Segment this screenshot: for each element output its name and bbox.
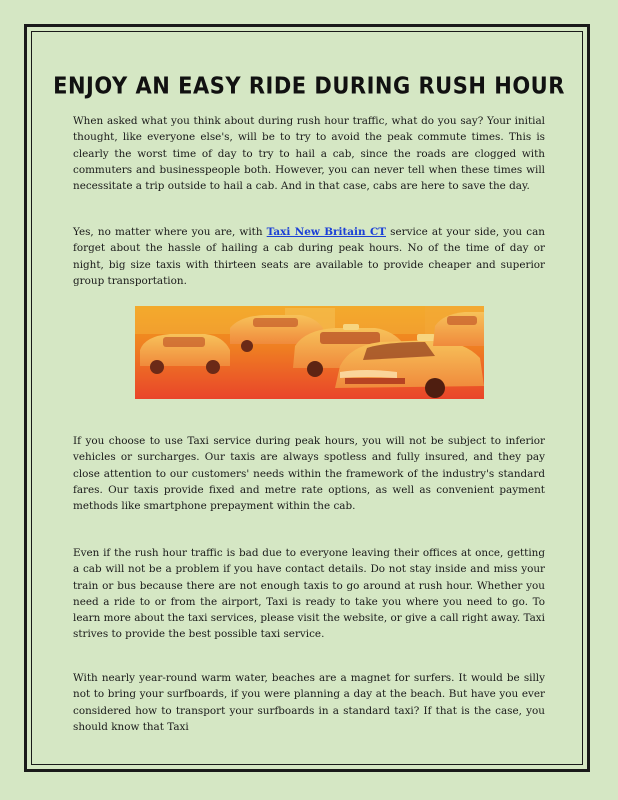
paragraph-rush-hour: Even if the rush hour traffic is bad due to everyone leaving their offices at once, getting a cab will not be a problem if you have contact details. Do not stay inside and miss your train or bus because there are not enough taxis to go around at rush hour. Whether you need a ride to or from the airport, Taxi is ready to take you where you need to go. To learn more about the taxi services, please visit the website, or give a call right away. Taxi strives to provide the best possible taxi service. (73, 547, 545, 641)
paragraph-surfboards: With nearly year-round warm water, beaches are a magnet for surfers. It would be silly not to bring your surfboards, if you were planning a day at the beach. But have you ever considered how to transport your surfboards in a standard taxi? If that is the case, you should know that Taxi (73, 672, 545, 733)
paragraph-service (73, 224, 545, 289)
paragraph-service-text-before: Yes, no matter where you are, with (73, 226, 267, 238)
taxi-new-britain-link[interactable]: Taxi New Britain CT (266, 226, 386, 238)
paragraph-service-text-after: service at your side, you can forget about the hassle of hailing a cab during peak hours. No of the time of day or night, big size taxis with thirteen seats are available to provide cheaper and superior group transportation. (73, 226, 545, 287)
taxi-photo (135, 306, 484, 399)
page-title: ENJOY AN EASY RIDE DURING RUSH HOUR (53, 72, 565, 100)
paragraph-peak-hours: If you choose to use Taxi service during peak hours, you will not be subject to inferior vehicles or surcharges. Our taxis are always spotless and fully insured, and they pay close attention to our customers' needs within the framework of the industry's standard fares. Our taxis provide fixed and metre rate options, as well as convenient payment methods like smartphone prepayment within the cab. (73, 435, 545, 513)
paragraph-intro: When asked what you think about during rush hour traffic, what do you say? Your initial thought, like everyone else's, will be to try to avoid the peak commute times. This is clearly the worst time of day to try to hail a cab, since the roads are clogged with commuters and businesspeople both. However, you can never tell when these times will necessitate a trip outside to hail a cab. And in that case, cabs are here to save the day. (73, 115, 545, 193)
